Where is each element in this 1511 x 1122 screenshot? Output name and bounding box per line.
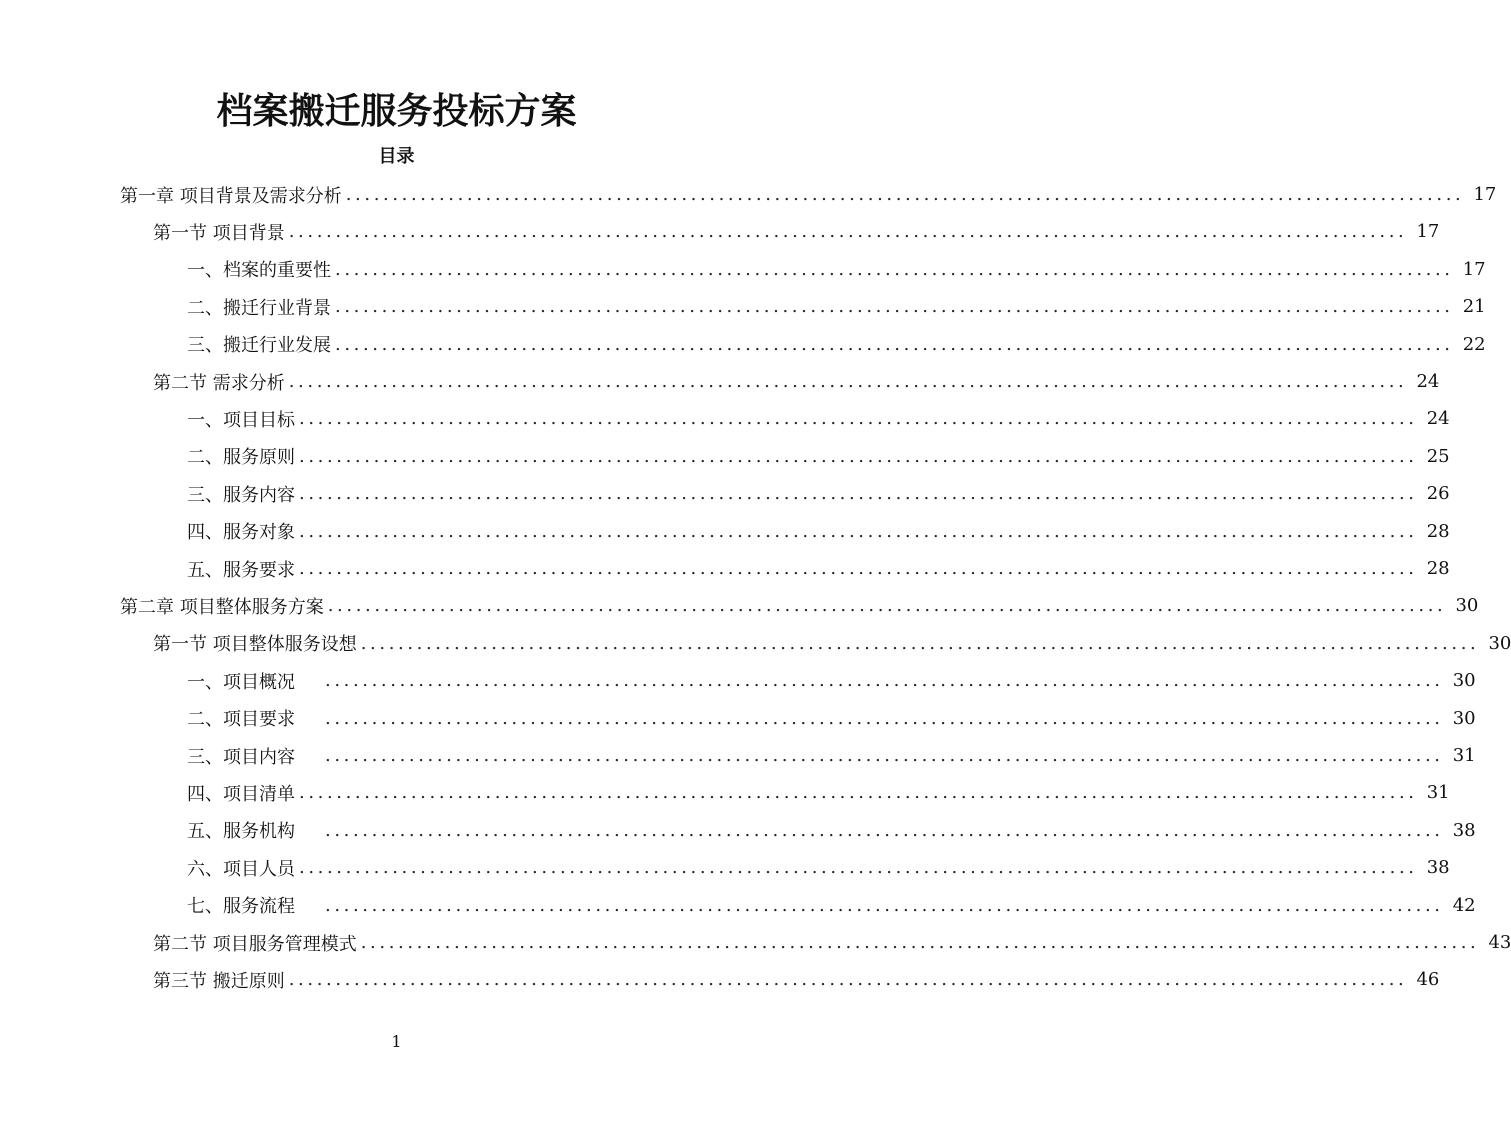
toc-leader-dots: ........................................................................................................................	[335, 296, 1454, 318]
toc-leader-dots: ........................................................................................................................	[325, 894, 1444, 916]
toc-leader-dots: ........................................................................................................................	[335, 333, 1454, 355]
toc-entry-page: 43	[1488, 932, 1511, 953]
toc-entry-label: 三、项目内容	[187, 746, 295, 768]
toc-leader-dots: ........................................................................................................................	[288, 221, 1408, 243]
toc-entry[interactable]	[153, 363, 1440, 400]
toc-leader-dots: ........................................................................................................................	[325, 745, 1444, 766]
toc-entry[interactable]	[187, 288, 1486, 325]
toc-entry-page: 31	[1426, 782, 1450, 804]
toc-leader-dots: ........................................................................................................................	[325, 670, 1444, 692]
toc-entry-page: 30	[1488, 632, 1511, 654]
toc-entry-page: 24	[1426, 408, 1450, 430]
toc-entry[interactable]	[187, 251, 1486, 288]
page-number: 1	[391, 1032, 402, 1051]
toc-entry[interactable]	[120, 587, 1479, 624]
toc-entry[interactable]	[187, 550, 1450, 587]
toc-entry-label: 第一章 项目背景及需求分析	[120, 185, 342, 207]
toc-entry[interactable]	[187, 513, 1450, 550]
toc-entry-label: 七、服务流程	[187, 896, 295, 918]
toc-entry-page: 21	[1462, 296, 1486, 318]
toc-entry-label: 五、服务机构	[187, 821, 295, 843]
toc-entry-page: 31	[1452, 745, 1476, 766]
toc-entry[interactable]	[187, 326, 1486, 363]
toc-entry-label: 第二节 项目服务管理模式	[153, 933, 357, 955]
toc-entry-label: 三、服务内容	[187, 484, 295, 506]
toc-entry[interactable]	[187, 438, 1450, 475]
toc-entry-page: 42	[1452, 894, 1476, 916]
toc-entry[interactable]	[153, 924, 1511, 961]
toc-entry[interactable]	[187, 774, 1450, 811]
toc-entry-page: 28	[1426, 558, 1450, 579]
toc-entry-label: 二、服务原则	[187, 447, 295, 469]
toc-entry[interactable]	[187, 887, 1476, 924]
toc-entry-label: 四、服务对象	[187, 522, 295, 544]
toc-entry-label: 第一节 项目背景	[153, 222, 285, 244]
toc-leader-dots: ........................................................................................................................	[299, 520, 1418, 542]
toc-leader-dots: ........................................................................................................................	[299, 445, 1418, 467]
toc-entry-label: 六、项目人员	[187, 858, 295, 880]
toc-entry-label: 二、项目要求	[187, 709, 295, 731]
toc-entry-page: 30	[1452, 707, 1476, 729]
toc-entry-label: 第二章 项目整体服务方案	[120, 596, 324, 618]
toc-entry-label: 第一节 项目整体服务设想	[153, 634, 357, 656]
toc-entry-label: 一、项目概况	[187, 671, 295, 693]
toc-entry-page: 17	[1462, 258, 1486, 280]
toc-leader-dots: ........................................................................................................................	[325, 819, 1444, 841]
toc-entry-label: 第三节 搬迁原则	[153, 970, 285, 992]
toc-entry[interactable]	[187, 700, 1476, 737]
document-title: 档案搬迁服务投标方案	[216, 91, 577, 132]
toc-entry[interactable]	[153, 961, 1440, 998]
toc-entry-label: 一、项目目标	[187, 409, 295, 431]
toc-leader-dots: ........................................................................................................................	[360, 632, 1480, 654]
toc-leader-dots: ........................................................................................................................	[299, 558, 1418, 579]
toc-entry[interactable]	[187, 737, 1476, 774]
toc-entry[interactable]	[153, 625, 1511, 662]
toc-entry[interactable]	[187, 849, 1450, 886]
toc-heading: 目录	[378, 146, 415, 167]
toc-entry-label: 一、档案的重要性	[187, 260, 331, 282]
toc-leader-dots: ........................................................................................................................	[335, 258, 1454, 280]
toc-entry-label: 五、服务要求	[187, 559, 295, 581]
toc-leader-dots: ........................................................................................................................	[288, 969, 1408, 991]
toc-entry-page: 17	[1416, 221, 1440, 243]
toc-leader-dots: ........................................................................................................................	[288, 371, 1408, 392]
toc-entry[interactable]	[153, 213, 1440, 250]
toc-leader-dots: ........................................................................................................................	[299, 408, 1418, 430]
toc-entry[interactable]	[187, 812, 1476, 849]
toc-entry-label: 第二节 需求分析	[153, 372, 285, 394]
toc-entry-page: 38	[1452, 819, 1476, 841]
toc-entry-page: 22	[1462, 333, 1486, 355]
toc-entry-label: 四、项目清单	[187, 783, 295, 805]
toc-entry-page: 17	[1473, 184, 1497, 205]
toc-entry-label: 三、搬迁行业发展	[187, 335, 331, 357]
toc-entry-page: 25	[1426, 445, 1450, 467]
toc-entry-page: 46	[1416, 969, 1440, 991]
toc-entry-page: 26	[1426, 483, 1450, 505]
toc-leader-dots: ........................................................................................................................	[325, 707, 1444, 729]
toc-entry[interactable]	[187, 400, 1450, 437]
toc-leader-dots: ........................................................................................................................	[360, 932, 1480, 953]
toc-leader-dots: ........................................................................................................................	[299, 483, 1418, 505]
toc-leader-dots: ........................................................................................................................	[299, 857, 1418, 879]
toc-leader-dots: ........................................................................................................................	[327, 595, 1447, 617]
toc-entry[interactable]	[187, 475, 1450, 512]
toc-leader-dots: ........................................................................................................................	[345, 184, 1465, 205]
toc-entry[interactable]	[187, 662, 1476, 699]
toc-entry-page: 30	[1452, 670, 1476, 692]
toc-leader-dots: ........................................................................................................................	[299, 782, 1418, 804]
toc-entry[interactable]	[120, 176, 1497, 213]
toc-entry-page: 30	[1455, 595, 1479, 617]
toc-entry-page: 38	[1426, 857, 1450, 879]
toc-entry-page: 24	[1416, 371, 1440, 392]
toc-entry-page: 28	[1426, 520, 1450, 542]
toc-entry-label: 二、搬迁行业背景	[187, 297, 331, 319]
